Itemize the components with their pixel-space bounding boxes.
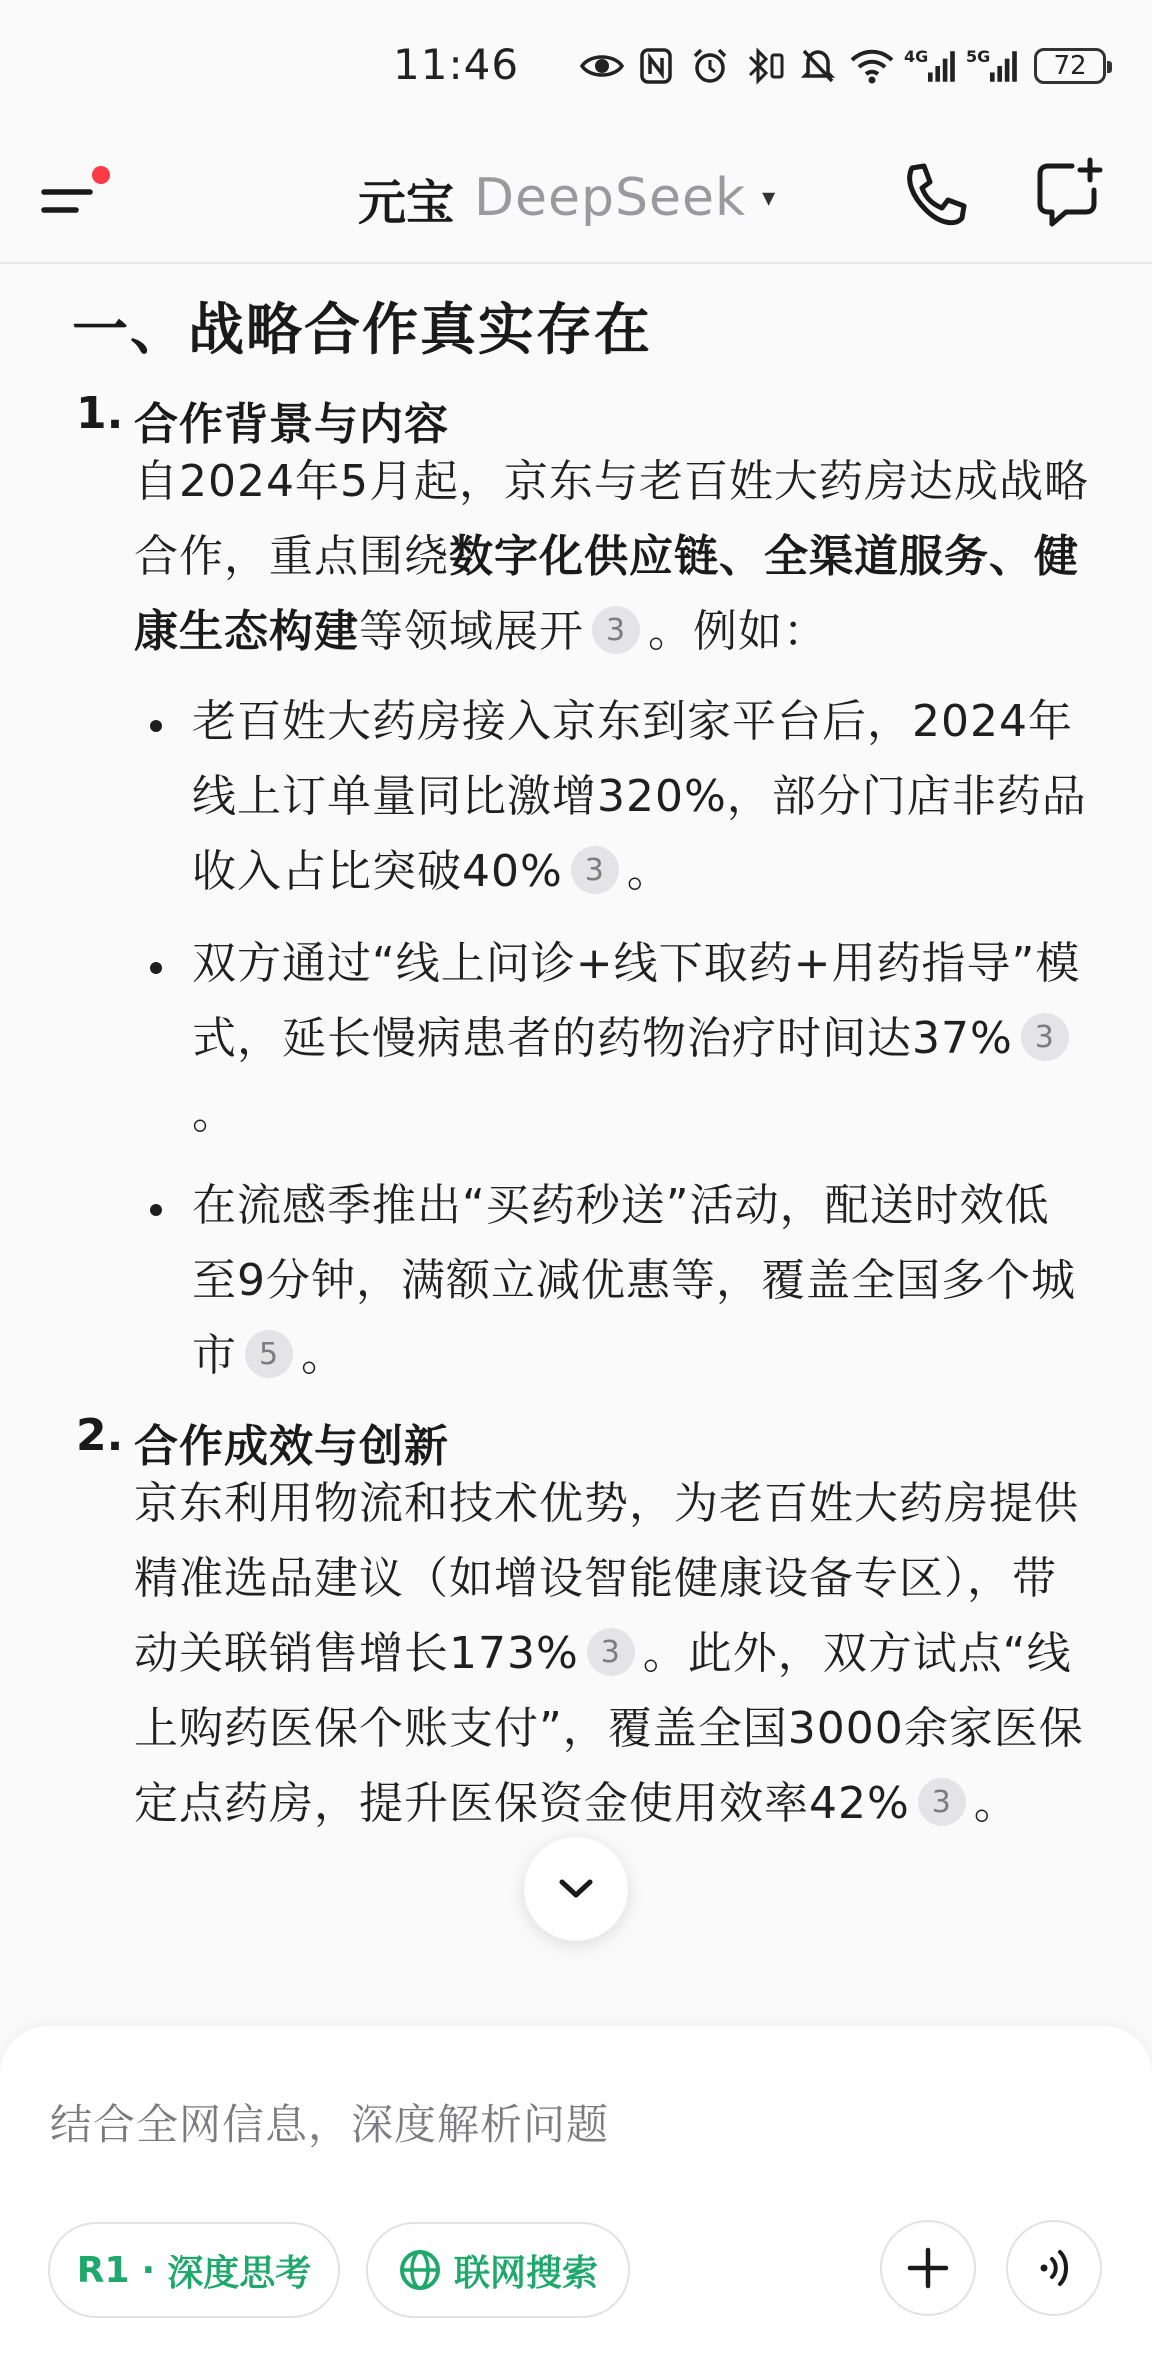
- citation-badge[interactable]: 3: [1021, 1013, 1069, 1061]
- mute-icon: [796, 46, 840, 86]
- citation-badge[interactable]: 3: [587, 1628, 635, 1676]
- section-number: 1.: [76, 388, 124, 439]
- app-name: 元宝: [358, 174, 455, 231]
- bluetooth-icon: [742, 46, 786, 86]
- citation-badge[interactable]: 3: [918, 1778, 966, 1826]
- section-title: 合作背景与内容: [134, 399, 449, 450]
- section-number: 2.: [76, 1410, 124, 1461]
- list-item: 老百姓大药房接入京东到家平台后，2024年线上订单量同比激增320%，部分门店非药品收入占比突破40% 3 。: [192, 696, 1087, 897]
- composer: [0, 2026, 1152, 2376]
- status-bar: [0, 0, 1152, 130]
- r1-label: R1: [76, 2249, 130, 2291]
- chevron-down-icon: [556, 1877, 596, 1901]
- bullet-icon: [150, 720, 162, 732]
- nfc-icon: [634, 46, 678, 86]
- new-chat-icon: [1032, 156, 1108, 232]
- phone-call-button[interactable]: [898, 160, 970, 232]
- deep-think-toggle[interactable]: [48, 2222, 340, 2318]
- voice-wave-icon: [1032, 2246, 1076, 2290]
- message-input[interactable]: 结合全网信息，深度解析问题: [50, 2100, 610, 2149]
- citation-badge[interactable]: 3: [592, 606, 640, 654]
- new-chat-button[interactable]: [1032, 156, 1108, 232]
- answer-heading: 一、战略合作真实存在: [72, 298, 652, 363]
- signal-4g-icon: 4G: [904, 46, 956, 86]
- bullet-icon: [150, 1204, 162, 1216]
- section-paragraph: 京东利用物流和技术优势，为老百姓大药房提供精准选品建议（如增设智能健康设备专区），带动关联销售增长173% 3 。此外，双方试点“线上购药医保个账支付”，覆盖全国3000余家医保定点药房，提升医保资金使用效率42% 3 。: [134, 1478, 1084, 1829]
- r1-separator: ·: [141, 2249, 156, 2291]
- web-search-label: 联网搜索: [453, 2252, 598, 2294]
- menu-button[interactable]: [40, 166, 110, 226]
- status-icons: [580, 44, 1106, 88]
- web-search-toggle[interactable]: [366, 2222, 630, 2318]
- notification-dot: [92, 166, 110, 184]
- list-item: 双方通过“线上问诊+线下取药+用药指导”模式，延长慢病患者的药物治疗时间达37% 3。: [192, 938, 1081, 1139]
- globe-icon: [398, 2248, 442, 2292]
- eye-icon: [580, 46, 624, 86]
- plus-icon: [906, 2246, 950, 2290]
- phone-icon: [898, 160, 970, 232]
- chevron-down-icon: ▾: [762, 183, 776, 213]
- model-name: DeepSeek: [474, 168, 747, 228]
- battery-icon: [1034, 48, 1106, 84]
- battery-level: 72: [1053, 51, 1087, 81]
- app-header: [0, 130, 1152, 264]
- citation-badge[interactable]: 5: [245, 1330, 293, 1378]
- bullet-icon: [150, 962, 162, 974]
- section-paragraph: 自2024年5月起，京东与老百姓大药房达成战略合作，重点围绕数字化供应链、全渠道服务、健康生态构建等领域展开 3 。例如：: [134, 456, 1089, 657]
- signal-5g-icon: 5G: [966, 46, 1018, 86]
- add-attachment-button[interactable]: [880, 2220, 976, 2316]
- list-item: 在流感季推出“买药秒送”活动，配送时效低至9分钟，满额立减优惠等，覆盖全国多个城市 5 。: [192, 1180, 1076, 1381]
- scroll-to-bottom-button[interactable]: [524, 1837, 628, 1941]
- status-time: 11:46: [393, 40, 520, 89]
- model-selector[interactable]: [358, 158, 775, 238]
- alarm-icon: [688, 46, 732, 86]
- deep-think-label: 深度思考: [167, 2252, 312, 2294]
- bold-text: 数字化供应链、全渠道服务、健康生态构建: [134, 531, 1079, 657]
- citation-badge[interactable]: 3: [571, 846, 619, 894]
- voice-input-button[interactable]: [1006, 2220, 1102, 2316]
- wifi-icon: [850, 46, 894, 86]
- section-title: 合作成效与创新: [134, 1421, 449, 1472]
